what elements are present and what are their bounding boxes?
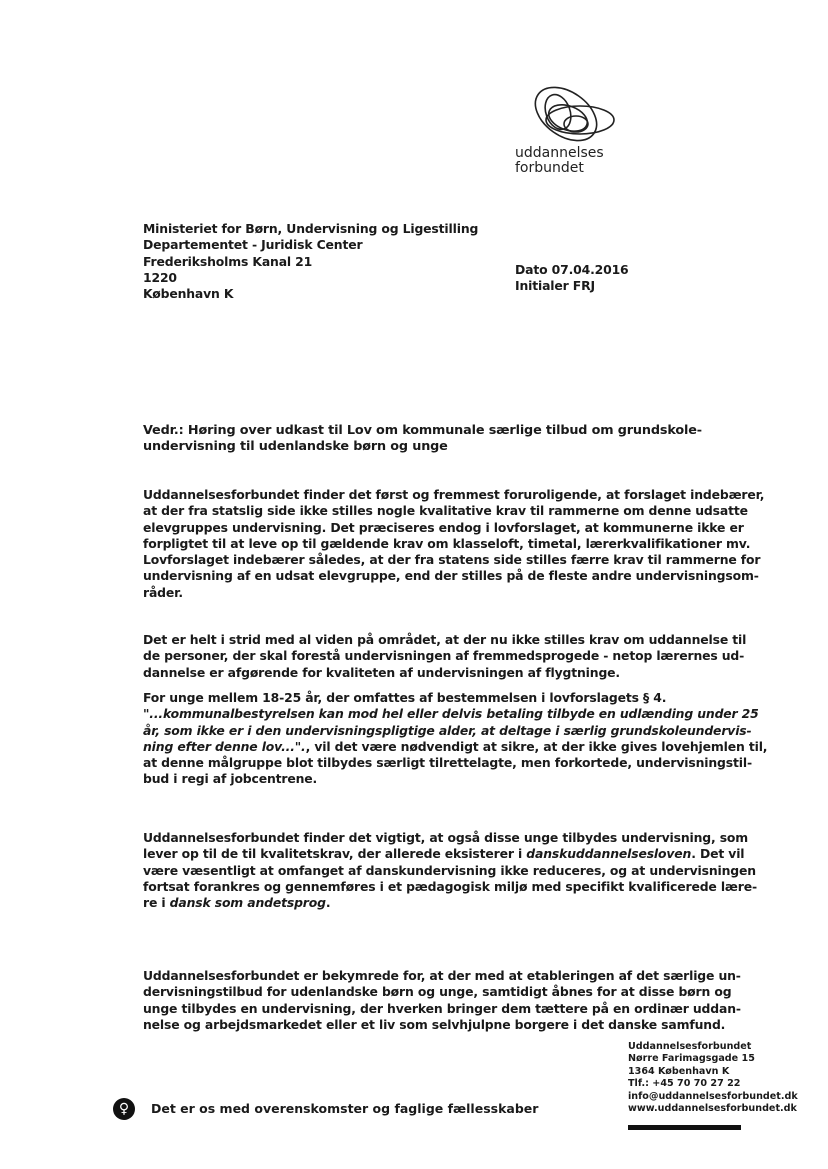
text: råder. <box>143 584 183 600</box>
text: Lovforslaget indebærer således, at der fra statens side stilles færre krav til rammerne for <box>143 552 761 568</box>
logo-rings-icon <box>528 76 618 144</box>
italic-text: ning efter denne lov...". <box>143 738 306 754</box>
text-line <box>143 585 764 601</box>
text: dannelse er afgørende for kvaliteten af undervisningen af flygtninge. <box>143 664 620 680</box>
initials: Initialer FRJ <box>515 278 595 294</box>
footer-slogan: Det er os med overenskomster og faglige fællesskaber <box>151 1101 539 1116</box>
body-paragraph <box>143 690 767 788</box>
redaction-bar <box>628 1125 741 1130</box>
sender-line: Nørre Farimagsgade 15 <box>628 1053 755 1065</box>
text: de personer, der skal forestå undervisningen af fremmedsprogede - netop lærernes ud- <box>143 648 745 664</box>
italic-text: "...kommunalbestyrelsen kan mod hel eller delvis betaling tilbyde en udlænding under 25 <box>143 706 759 722</box>
text-line <box>143 648 746 664</box>
text-line <box>143 487 764 503</box>
text-line <box>143 723 767 739</box>
text-line <box>143 536 764 552</box>
text: Uddannelsesforbundet finder det først og fremmest foruroligende, at forslaget indebærer, <box>143 487 765 502</box>
text-line <box>143 739 767 755</box>
subject-heading <box>143 423 702 456</box>
text-line <box>143 879 757 895</box>
text: fortsat forankres og gennemføres i et pædagogisk miljø med specifikt kvalificerede lære- <box>143 878 757 894</box>
text: . <box>325 895 331 911</box>
text-line <box>143 968 741 984</box>
text: Uddannelsesforbundet finder det vigtigt, at også disse unge tilbydes undervisning, som <box>143 830 749 845</box>
text: være væsentligt at omfanget af danskundervisning ikke reduceres, og at undervisningen <box>143 862 756 878</box>
text: dervisningstilbud for udenlandske børn og unge, samtidigt åbnes for at disse børn og <box>143 984 732 1000</box>
sender-email: info@uddannelsesforbundet.dk <box>628 1090 798 1102</box>
text-line <box>143 568 764 584</box>
text: undervisning af en udsat elevgruppe, end der stilles på de fleste andre undervisningsom- <box>143 568 759 584</box>
sender-line: 1364 København K <box>628 1065 730 1077</box>
text: lever op til de til kvalitetskrav, der allerede eksisterer i <box>143 846 527 862</box>
text: For unge mellem 18-25 år, der omfattes af bestemmelsen i lovforslagets § 4. <box>143 690 667 705</box>
text-line <box>143 755 767 771</box>
italic-text: år, som ikke er i den undervisningspligtige alder, at deltage i særlig grundskoleundervis- <box>143 722 752 738</box>
text: bud i regi af jobcentrene. <box>143 771 318 787</box>
sender-line: Uddannelsesforbundet <box>628 1041 752 1052</box>
text-line <box>143 984 741 1000</box>
date: Dato 07.04.2016 <box>515 262 629 277</box>
italic-text: danskuddannelsesloven <box>526 846 692 862</box>
text: re i <box>143 895 170 911</box>
text: nelse og arbejdsmarkedet eller et liv som selvhjulpne borgere i det danske samfund. <box>143 1016 726 1032</box>
body-paragraph <box>143 632 746 681</box>
text: Det er helt i strid med al viden på området, at der nu ikke stilles krav om uddannelse til <box>143 632 747 647</box>
recipient-line: København K <box>143 286 234 302</box>
logo-text <box>515 146 604 176</box>
letter-meta <box>515 262 629 295</box>
text: elevgruppes undervisning. Det præciseres endog i lovforslaget, at kommunerne ikke er <box>143 519 744 535</box>
text-line <box>143 520 764 536</box>
text-line <box>143 895 757 911</box>
recipient-line: 1220 <box>143 269 177 285</box>
text-line <box>143 846 757 862</box>
text: at denne målgruppe blot tilbydes særligt tilrettelagte, men forkortede, undervisningstil- <box>143 755 752 771</box>
text-line <box>143 771 767 787</box>
text-line <box>143 503 764 519</box>
text-line <box>143 1001 741 1017</box>
text: Vedr.: Høring over udkast til Lov om kommunale særlige tilbud om grundskole- <box>143 423 702 438</box>
text: unge tilbydes en undervisning, der hverken bringer dem tættere på en ordinær uddan- <box>143 1000 741 1016</box>
recipient-address <box>143 221 478 302</box>
person-icon: ♀ <box>113 1098 135 1120</box>
logo-line-1: uddannelses <box>515 145 604 161</box>
body-paragraph <box>143 487 764 601</box>
text-line <box>143 706 767 722</box>
text-line <box>143 665 746 681</box>
text-line <box>143 632 746 648</box>
recipient-line: Frederiksholms Kanal 21 <box>143 253 313 269</box>
text-line <box>143 552 764 568</box>
text: Uddannelsesforbundet er bekymrede for, at der med at etableringen af det særlige un- <box>143 968 741 983</box>
text: . Det vil <box>691 846 745 862</box>
logo-line-2: forbundet <box>515 160 584 176</box>
text-line <box>143 830 757 846</box>
recipient-line: Ministeriet for Børn, Undervisning og Ligestilling <box>143 221 479 236</box>
recipient-line: Departementet - Juridisk Center <box>143 237 363 253</box>
text-line <box>143 423 702 439</box>
text: undervisning til udenlandske børn og unge <box>143 439 448 455</box>
sender-address <box>628 1041 798 1115</box>
italic-text: dansk som andetsprog <box>169 895 326 911</box>
text: forpligtet til at leve op til gældende krav om klasseloft, timetal, lærerkvalifikationer mv. <box>143 535 751 551</box>
sender-website: www.uddannelsesforbundet.dk <box>628 1103 797 1115</box>
text: at der fra statslig side ikke stilles nogle kvalitative krav til rammerne om denne udsatte <box>143 503 748 519</box>
body-paragraph <box>143 968 741 1033</box>
logo-mark <box>528 76 618 148</box>
text-line <box>143 439 702 455</box>
text: , vil det være nødvendigt at sikre, at der ikke gives lovehjemlen til, <box>305 738 768 754</box>
text-line <box>143 690 767 706</box>
sender-phone: Tlf.: +45 70 70 27 22 <box>628 1078 741 1090</box>
text-line <box>143 863 757 879</box>
text-line <box>143 1017 741 1033</box>
body-paragraph <box>143 830 757 911</box>
